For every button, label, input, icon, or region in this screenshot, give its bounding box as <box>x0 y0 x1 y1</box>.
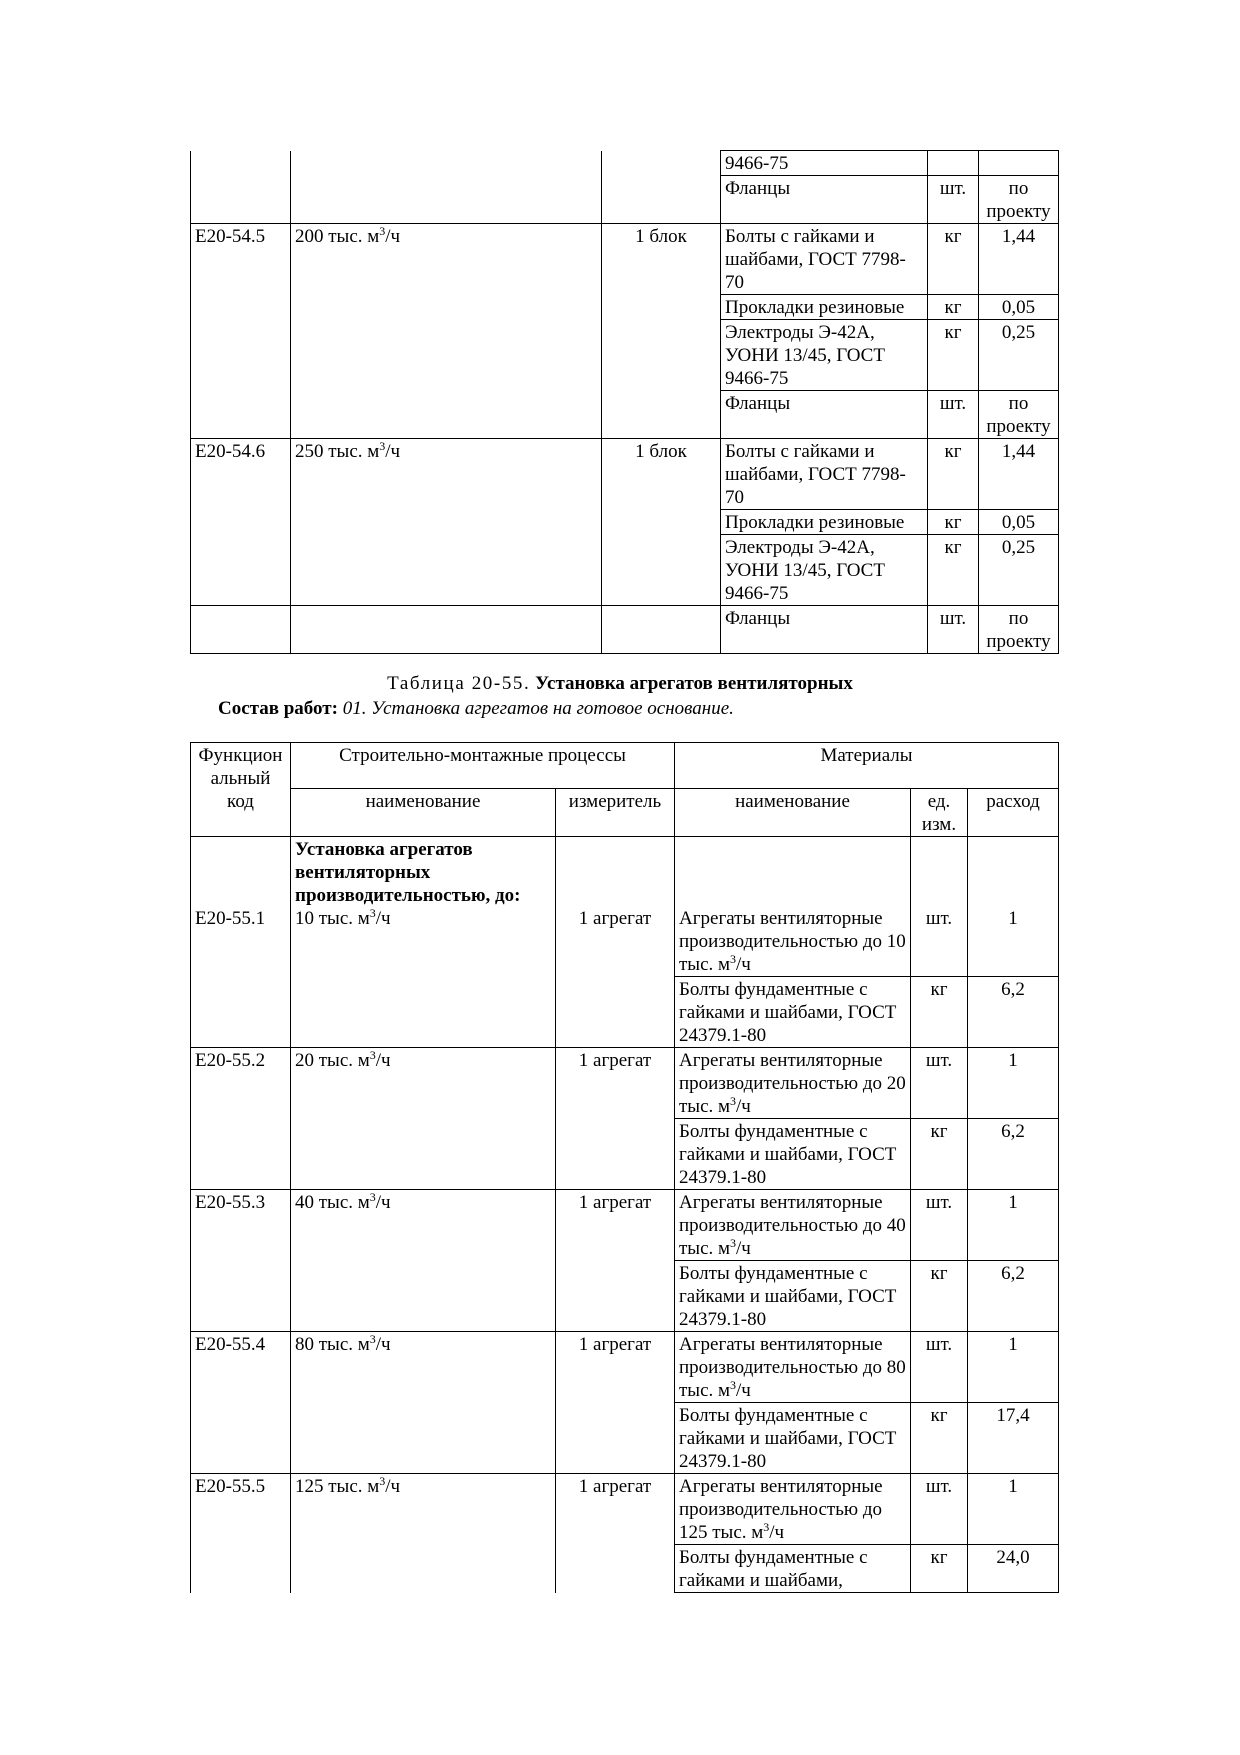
material-cell: Болты фундаментные с гайками и шайбами, ГОСТ 24379.1-80 <box>675 1403 911 1474</box>
material-cell: 9466-75 <box>721 151 928 176</box>
name-cell: Установка агрегатов вентиляторных производительностью, до: 10 тыс. $м^3/ч$ <box>291 837 556 977</box>
unit-suffix: /ч <box>375 908 391 929</box>
unit-cell: шт. <box>911 1332 968 1403</box>
meter-cell: 1 агрегат <box>556 1474 675 1545</box>
qty-cell: 1,44 <box>979 224 1059 295</box>
composition-label: Состав работ: <box>218 698 338 719</box>
table-row <box>191 837 1059 977</box>
name-cell <box>291 1403 556 1474</box>
code-cell: Е20-55.5 <box>191 1474 291 1545</box>
unit-cell: кг <box>928 510 979 535</box>
table-row <box>191 151 1059 176</box>
name-cell <box>291 176 602 224</box>
table-continuation <box>190 150 1059 654</box>
material-cell: Болты фундаментные с гайками и шайбами, <box>675 1545 911 1593</box>
unit-cell: шт. <box>911 1048 968 1119</box>
material-cell: Фланцы <box>721 606 928 654</box>
table-row <box>191 176 1059 224</box>
table-row <box>191 320 1059 391</box>
material-cell: Агрегаты вентиляторные производительностью до 40 тыс. $м^3/ч$ <box>675 1190 911 1261</box>
code-cell <box>191 151 291 176</box>
material-cell: Болты с гайками и шайбами, ГОСТ 7798-70 <box>721 439 928 510</box>
meter-cell <box>602 295 721 320</box>
code-cell <box>191 176 291 224</box>
code-cell: Е20-55.4 <box>191 1332 291 1403</box>
unit-cell: кг <box>911 1119 968 1190</box>
unit-cell: кг <box>911 977 968 1048</box>
code-cell <box>191 1119 291 1190</box>
name-cell <box>291 606 602 654</box>
qty-cell: 1 <box>968 1190 1059 1261</box>
header-proc-meter: измеритель <box>556 789 675 837</box>
code-cell: Е20-55.2 <box>191 1048 291 1119</box>
qty-cell: 1 <box>968 837 1059 977</box>
table-title: Установка агрегатов вентиляторных <box>535 673 853 694</box>
table-number: Таблица 20-55. <box>387 673 531 694</box>
name-cell: 125 тыс. $м^3/ч$ <box>291 1474 556 1545</box>
qty-cell: 1 <box>968 1048 1059 1119</box>
code-cell <box>191 606 291 654</box>
table-caption <box>0 672 1240 695</box>
qty-cell: 0,05 <box>979 295 1059 320</box>
table-row <box>191 1190 1059 1261</box>
qty-cell: 24,0 <box>968 1545 1059 1593</box>
name-text: 40 тыс. м <box>295 1192 370 1213</box>
work-composition <box>218 697 734 720</box>
table-row <box>191 1119 1059 1190</box>
meter-cell <box>556 1545 675 1593</box>
unit-suffix: /ч <box>385 226 401 247</box>
unit-suffix: /ч <box>385 441 401 462</box>
qty-cell: по проекту <box>979 606 1059 654</box>
meter-cell: 1 агрегат <box>556 837 675 977</box>
meter-cell <box>602 151 721 176</box>
qty-cell: 0,05 <box>979 510 1059 535</box>
meter-cell <box>602 606 721 654</box>
name-cell <box>291 510 602 535</box>
meter-cell <box>602 391 721 439</box>
name-cell <box>291 1545 556 1593</box>
qty-cell: 6,2 <box>968 1119 1059 1190</box>
qty-cell: 6,2 <box>968 1261 1059 1332</box>
material-cell: Прокладки резиновые <box>721 510 928 535</box>
table-row <box>191 1048 1059 1119</box>
meter-cell: 1 блок <box>602 224 721 295</box>
qty-cell: 1,44 <box>979 439 1059 510</box>
unit-cell <box>928 151 979 176</box>
header-processes: Строительно-монтажные процессы <box>291 743 675 789</box>
material-cell: Фланцы <box>721 176 928 224</box>
code-cell <box>191 535 291 606</box>
table-row <box>191 977 1059 1048</box>
unit-cell: кг <box>911 1403 968 1474</box>
qty-cell: 1 <box>968 1474 1059 1545</box>
name-cell: 40 тыс. $м^3/ч$ <box>291 1190 556 1261</box>
group-title: Установка агрегатов вентиляторных производительностью, до: <box>295 839 521 906</box>
table-row <box>191 1332 1059 1403</box>
qty-cell: по проекту <box>979 391 1059 439</box>
name-text: 250 тыс. м <box>295 441 380 462</box>
unit-cell: шт. <box>928 176 979 224</box>
table-row <box>191 391 1059 439</box>
name-cell <box>291 391 602 439</box>
table-row <box>191 295 1059 320</box>
name-cell <box>291 295 602 320</box>
qty-cell: 0,25 <box>979 320 1059 391</box>
header-row <box>191 789 1059 837</box>
unit-cell: кг <box>928 320 979 391</box>
table-row <box>191 1474 1059 1545</box>
meter-cell: 1 агрегат <box>556 1332 675 1403</box>
header-materials: Материалы <box>675 743 1059 789</box>
qty-cell: 1 <box>968 1332 1059 1403</box>
code-cell <box>191 1545 291 1593</box>
qty-cell: 6,2 <box>968 977 1059 1048</box>
unit-cell: кг <box>928 439 979 510</box>
name-text: 10 тыс. м <box>295 908 370 929</box>
material-cell: Болты фундаментные с гайками и шайбами, ГОСТ 24379.1-80 <box>675 977 911 1048</box>
code-cell <box>191 295 291 320</box>
meter-cell <box>556 1261 675 1332</box>
name-cell: 20 тыс. $м^3/ч$ <box>291 1048 556 1119</box>
material-cell: Агрегаты вентиляторные производительностью до 80 тыс. $м^3/ч$ <box>675 1332 911 1403</box>
header-mat-name: наименование <box>675 789 911 837</box>
meter-cell <box>556 1403 675 1474</box>
material-cell: Болты фундаментные с гайками и шайбами, ГОСТ 24379.1-80 <box>675 1261 911 1332</box>
material-cell: Прокладки резиновые <box>721 295 928 320</box>
qty-cell: 17,4 <box>968 1403 1059 1474</box>
header-mat-unit: ед. изм. <box>911 789 968 837</box>
name-cell: 80 тыс. $м^3/ч$ <box>291 1332 556 1403</box>
material-cell: Агрегаты вентиляторные производительностью до 20 тыс. $м^3/ч$ <box>675 1048 911 1119</box>
header-row <box>191 743 1059 789</box>
unit-cell: шт. <box>911 1474 968 1545</box>
meter-cell: 1 агрегат <box>556 1190 675 1261</box>
qty-cell <box>979 151 1059 176</box>
code-cell: Е20-55.3 <box>191 1190 291 1261</box>
name-cell: 250 тыс. $м^3/ч$ <box>291 439 602 510</box>
material-cell: Болты с гайками и шайбами, ГОСТ 7798-70 <box>721 224 928 295</box>
material-cell: Болты фундаментные с гайками и шайбами, ГОСТ 24379.1-80 <box>675 1119 911 1190</box>
qty-cell: по проекту <box>979 176 1059 224</box>
name-text: 125 тыс. м <box>295 1476 380 1497</box>
table-row <box>191 439 1059 510</box>
unit-cell: кг <box>911 1261 968 1332</box>
unit-cell: шт. <box>928 391 979 439</box>
code-cell <box>191 510 291 535</box>
table-row <box>191 1545 1059 1593</box>
name-cell <box>291 977 556 1048</box>
code-cell <box>191 1261 291 1332</box>
code-cell <box>191 977 291 1048</box>
meter-cell <box>602 320 721 391</box>
unit-cell: шт. <box>911 1190 968 1261</box>
name-text: 80 тыс. м <box>295 1334 370 1355</box>
composition-text: 01. Установка агрегатов на готовое основание. <box>342 698 734 719</box>
meter-cell <box>602 510 721 535</box>
name-cell <box>291 535 602 606</box>
meter-cell: 1 блок <box>602 439 721 510</box>
meter-cell <box>602 535 721 606</box>
table-fan-units <box>190 742 1059 1593</box>
unit-cell: кг <box>928 224 979 295</box>
table-row <box>191 1261 1059 1332</box>
meter-cell <box>556 977 675 1048</box>
header-mat-qty: расход <box>968 789 1059 837</box>
header-proc-name: наименование <box>291 789 556 837</box>
name-cell <box>291 151 602 176</box>
name-cell <box>291 320 602 391</box>
name-cell <box>291 1119 556 1190</box>
table-row <box>191 606 1059 654</box>
unit-cell: кг <box>928 535 979 606</box>
code-cell <box>191 1403 291 1474</box>
code-cell: Е20-54.6 <box>191 439 291 510</box>
unit-cell: шт. <box>911 837 968 977</box>
table-row <box>191 535 1059 606</box>
unit-cell: кг <box>928 295 979 320</box>
meter-cell: 1 агрегат <box>556 1048 675 1119</box>
qty-cell: 0,25 <box>979 535 1059 606</box>
material-cell: Электроды Э-42А, УОНИ 13/45, ГОСТ 9466-75 <box>721 320 928 391</box>
meter-cell <box>556 1119 675 1190</box>
code-cell: Е20-54.5 <box>191 224 291 295</box>
meter-cell <box>602 176 721 224</box>
code-cell <box>191 391 291 439</box>
name-cell <box>291 1261 556 1332</box>
name-text: 20 тыс. м <box>295 1050 370 1071</box>
code-cell <box>191 320 291 391</box>
material-cell: Агрегаты вентиляторные производительностью до 10 тыс. $м^3/ч$ <box>675 837 911 977</box>
table-row <box>191 1403 1059 1474</box>
material-cell: Агрегаты вентиляторные производительностью до 125 тыс. $м^3/ч$ <box>675 1474 911 1545</box>
material-cell: Фланцы <box>721 391 928 439</box>
unit-cell: кг <box>911 1545 968 1593</box>
name-cell: 200 тыс. $м^3/ч$ <box>291 224 602 295</box>
name-text: 200 тыс. м <box>295 226 380 247</box>
header-code: Функцион альный код <box>191 743 291 837</box>
code-cell: Е20-55.1 <box>191 837 291 977</box>
unit-cell: шт. <box>928 606 979 654</box>
table-row <box>191 224 1059 295</box>
material-cell: Электроды Э-42А, УОНИ 13/45, ГОСТ 9466-75 <box>721 535 928 606</box>
table-row <box>191 510 1059 535</box>
